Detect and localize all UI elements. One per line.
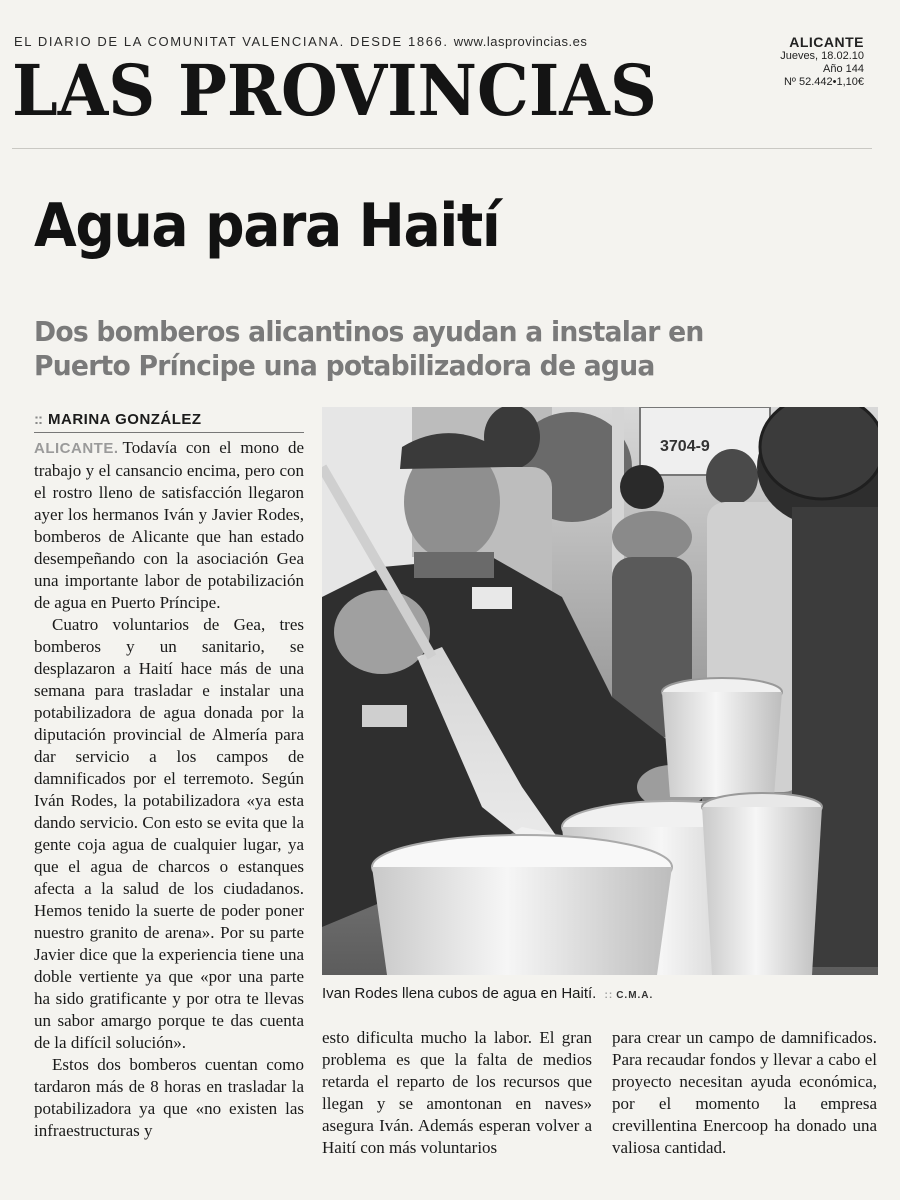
dateline: ALICANTE. [34, 440, 119, 457]
article-photo [322, 407, 878, 975]
byline-divider [34, 432, 304, 433]
byline-marker: :: [34, 411, 42, 428]
byline-author: MARINA GONZÁLEZ [48, 411, 202, 428]
credit-marker: :: [604, 990, 614, 1001]
edition-city: ALICANTE [789, 34, 864, 50]
article-column-2 [322, 1027, 592, 1159]
article-subhead: Dos bomberos alicantinos ayudan a instalar en Puerto Príncipe una potabilizadora de agua [34, 315, 704, 382]
article-column-1 [34, 437, 304, 1142]
paragraph-1 [34, 437, 304, 614]
column-2-text: esto dificulta mucho la labor. El gran problema es que la falta de medios retarda el reparto de los recursos que llegan y se amontonan en naves» asegura Iván. Además esperan volver a Haití con más voluntarios [322, 1028, 592, 1157]
credit-text: C.M.A. [616, 990, 654, 1001]
photo-sign-text: 3704-9 [660, 438, 710, 455]
newspaper-title: LAS PROVINCIAS [12, 49, 657, 132]
article-column-3 [612, 1027, 877, 1159]
masthead-tagline [14, 34, 714, 49]
edition-date: Jueves, 18.02.10 [780, 50, 864, 62]
edition-number-price: Nº 52.442•1,10€ [783, 76, 864, 88]
paragraph-3: Estos dos bomberos cuentan como tardaron más de 8 horas en trasladar la potabilizadora ya que «no existen las infraestructuras y [34, 1055, 304, 1140]
column-3-text: para crear un campo de damnificados. Para recaudar fondos y llevar a cabo el proyecto necesitan ayuda económica, por el momento la empresa crevillentina Enercoop ha donado una valiosa cantidad. [612, 1028, 877, 1157]
masthead-divider [12, 148, 872, 149]
photo-caption [322, 985, 653, 1002]
paragraph-2: Cuatro voluntarios de Gea, tres bomberos y un sanitario, se desplazaron a Haití hace más de una semana para trasladar e instalar una potabilizadora de agua donada por la diputación provincial de Almería para dar servicio a los campos de damnificados por el terremoto. Según Iván Rodes, la potabilizadora «ya esta dando servicio. Con esto se evita que la gente coja agua de cualquier lugar, ya que el agua de charcos o estanques afecta a la salud de los ciudadanos. Hemos tenido la suerte de poder poner nuestro granito de arena». Por su parte Javier dice que la experiencia tiene una doble vertiente ya que «por una parte ha sido gratificante y por otra te llevas un sabor amargo porque te das cuenta de la difícil solución». [34, 615, 304, 1052]
caption-text: Ivan Rodes llena cubos de agua en Haití. [322, 985, 597, 1002]
photo-credit [605, 990, 654, 1001]
tagline-text: EL DIARIO DE LA COMUNITAT VALENCIANA. DESDE 1866. [14, 34, 449, 49]
byline [34, 411, 202, 428]
paragraph-1-text: Todavía con el mono de trabajo y el cansancio encima, pero con el rostro lleno de satisfacción llegaron ayer los hermanos Iván y Javier Rodes, bomberos de Alicante que han estado desempeñando con la asociación Gea una importante labor de potabilización de agua en Puerto Príncipe. [34, 438, 304, 612]
article-headline: Agua para Haití [34, 191, 500, 261]
edition-year: Año 144 [823, 63, 864, 75]
masthead-url[interactable]: www.lasprovincias.es [453, 34, 588, 49]
edition-info [780, 34, 864, 89]
